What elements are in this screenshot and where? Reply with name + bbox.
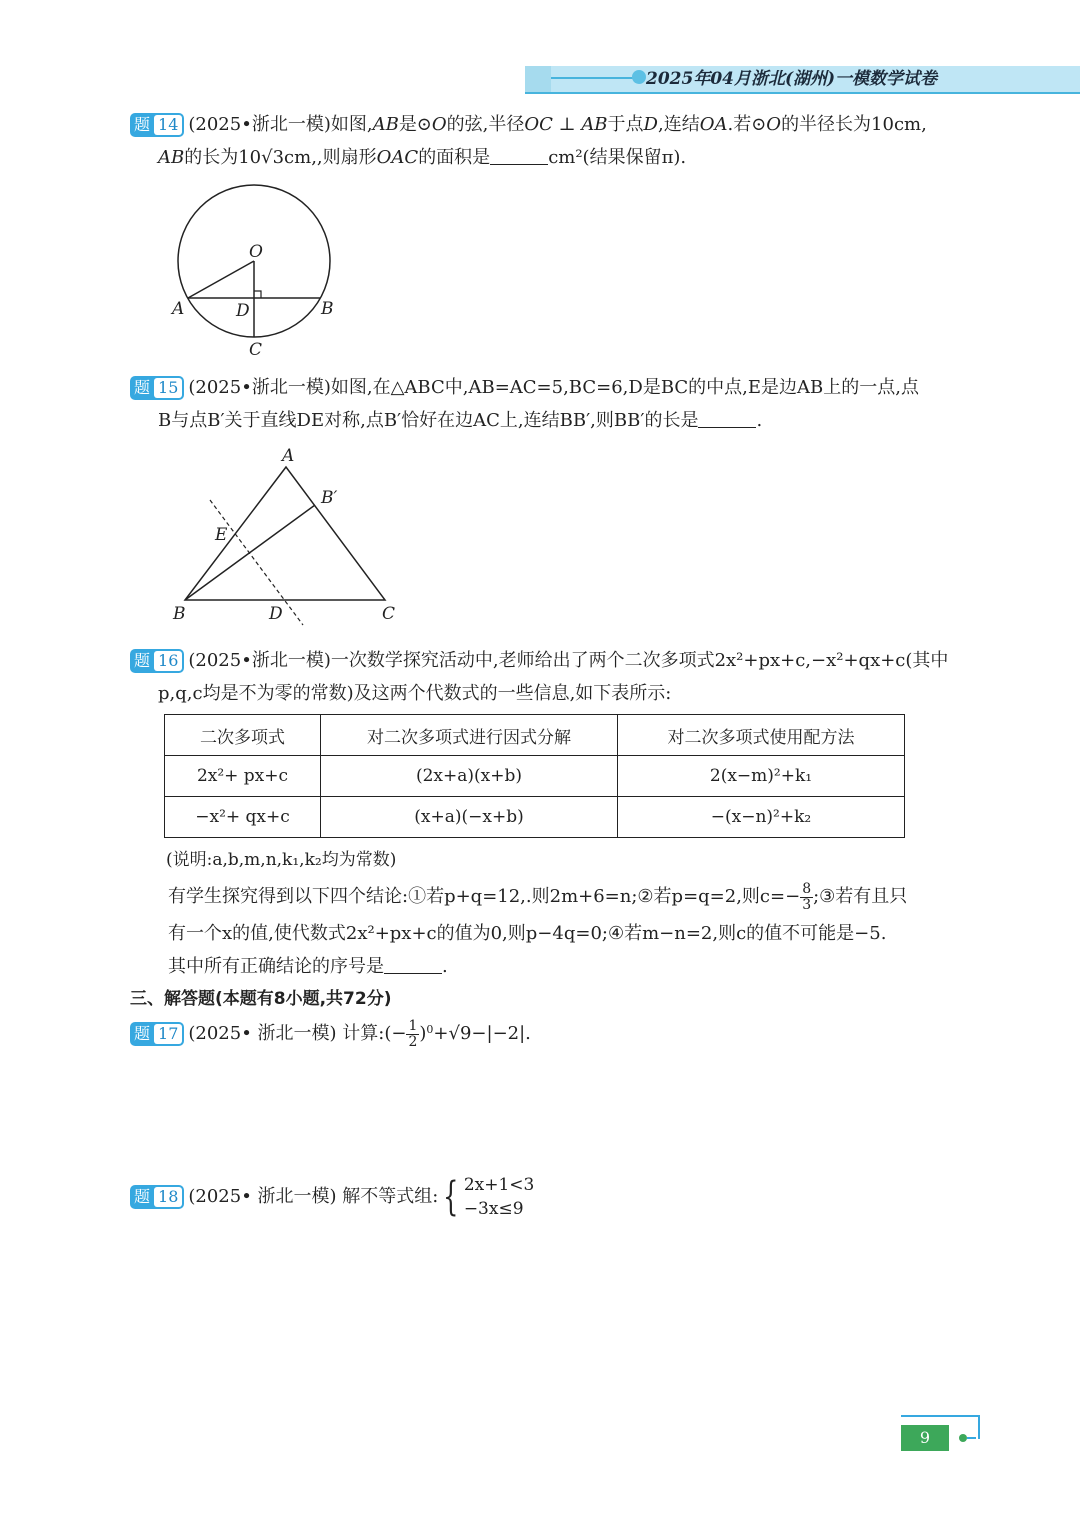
radius-oa (188, 261, 254, 298)
fraction: $\frac{8}{3}$ (802, 880, 812, 913)
header-line (551, 77, 641, 79)
q17-line: 题 17 (2025• 浙北一模) 计算:(− $\frac{1}{2}$ )$^0$+√9−|−2|. (130, 1016, 531, 1052)
q14-line-1: 题 14 (2025•浙北一模)如图,AB是⊙O的弦,半径OC ⊥ AB于点D,连结OA.若⊙O的半径长为10cm, (130, 112, 927, 138)
label-d: D (269, 604, 283, 624)
answer-blank[interactable] (490, 146, 548, 165)
label-o: O (249, 242, 263, 262)
table-cell: (x+a)(−x+b) (321, 797, 618, 838)
table-cell: 2x²+ px+c (165, 756, 321, 797)
page-number: 9 (901, 1425, 949, 1451)
q14-tag: 题 14 (130, 113, 184, 137)
label-c: C (249, 340, 263, 360)
label-b: B (321, 299, 334, 319)
q16-para-3: 其中所有正确结论的序号是 . (168, 956, 448, 977)
q16-line-1: 题 16 (2025•浙北一模)一次数学探究活动中,老师给出了两个二次多项式2x²+px+c,−x²+qx+c(其中 (130, 648, 948, 674)
label-c: C (382, 604, 396, 624)
q16-table (164, 714, 905, 838)
label-d: D (236, 301, 250, 321)
q16-para-2: 有一个x的值,使代数式2x²+px+c的值为0,则p−4q=0;④若m−n=2,则c的值不可能是−5. (168, 923, 887, 944)
q14-line-2: AB的长为10√3cm,,则扇形OAC的面积是 cm²(结果保留π). (158, 147, 687, 168)
table-row (165, 756, 905, 797)
table-cell: 2(x−m)²+k₁ (618, 756, 905, 797)
q16-tag: 题 16 (130, 649, 184, 673)
label-a: A (282, 446, 295, 466)
table-cell: −x²+ qx+c (165, 797, 321, 838)
table-header-cell: 对二次多项式进行因式分解 (321, 715, 618, 756)
q15-triangle-figure (165, 440, 415, 635)
q14-circle-figure (165, 180, 345, 365)
header-dot-icon (632, 70, 646, 84)
right-angle-mark (254, 291, 261, 298)
header-left-block (525, 66, 551, 92)
label-bprime: B′ (321, 488, 338, 508)
q16-para-1: 有学生探究得到以下四个结论:①若p+q=12,.则2m+6=n;②若p=q=2,则c=− $\frac{8}{3}$ ;③若有且只 (168, 880, 908, 913)
q15-tag: 题 15 (130, 376, 184, 400)
header-divider (525, 92, 1080, 94)
answer-blank[interactable] (698, 409, 756, 428)
line-de (210, 500, 303, 625)
q17-tag: 题 17 (130, 1022, 184, 1046)
table-header-cell: 二次多项式 (165, 715, 321, 756)
plug-icon (957, 1431, 977, 1445)
label-e: E (215, 525, 228, 545)
segment-bbp (185, 505, 315, 600)
fraction: $\frac{1}{2}$ (408, 1017, 418, 1050)
table-cell: −(x−n)²+k₂ (618, 797, 905, 838)
q16-note: (说明:a,b,m,n,k₁,k₂均为常数) (166, 850, 397, 870)
brace-icon: { (443, 1174, 459, 1220)
table-header-cell: 对二次多项式使用配方法 (618, 715, 905, 756)
q18-line: 题 18 (2025• 浙北一模) 解不等式组: { 2x+1<3 −3x≤9 (130, 1172, 534, 1222)
q15-line-2: B与点B′关于直线DE对称,点B′恰好在边AC上,连结BB′,则BB′的长是 . (158, 410, 763, 431)
section-3-title: 三、解答题(本题有8小题,共72分) (130, 989, 392, 1009)
label-b: B (173, 604, 186, 624)
q15-line-1: 题 15 (2025•浙北一模)如图,在△ABC中,AB=AC=5,BC=6,D是BC的中点,E是边AB上的一点,点 (130, 375, 919, 401)
table-cell: (2x+a)(x+b) (321, 756, 618, 797)
table-header-row (165, 715, 905, 756)
table-row (165, 797, 905, 838)
answer-blank[interactable] (384, 955, 442, 974)
inequality-system: 2x+1<3 −3x≤9 (463, 1175, 535, 1219)
header-title: 2025年04月浙北(湖州)一模数学试卷 (646, 69, 938, 89)
q16-line-2: p,q,c均是不为零的常数)及这两个代数式的一些信息,如下表所示: (158, 683, 672, 704)
q18-tag: 题 18 (130, 1185, 184, 1209)
label-a: A (172, 299, 185, 319)
